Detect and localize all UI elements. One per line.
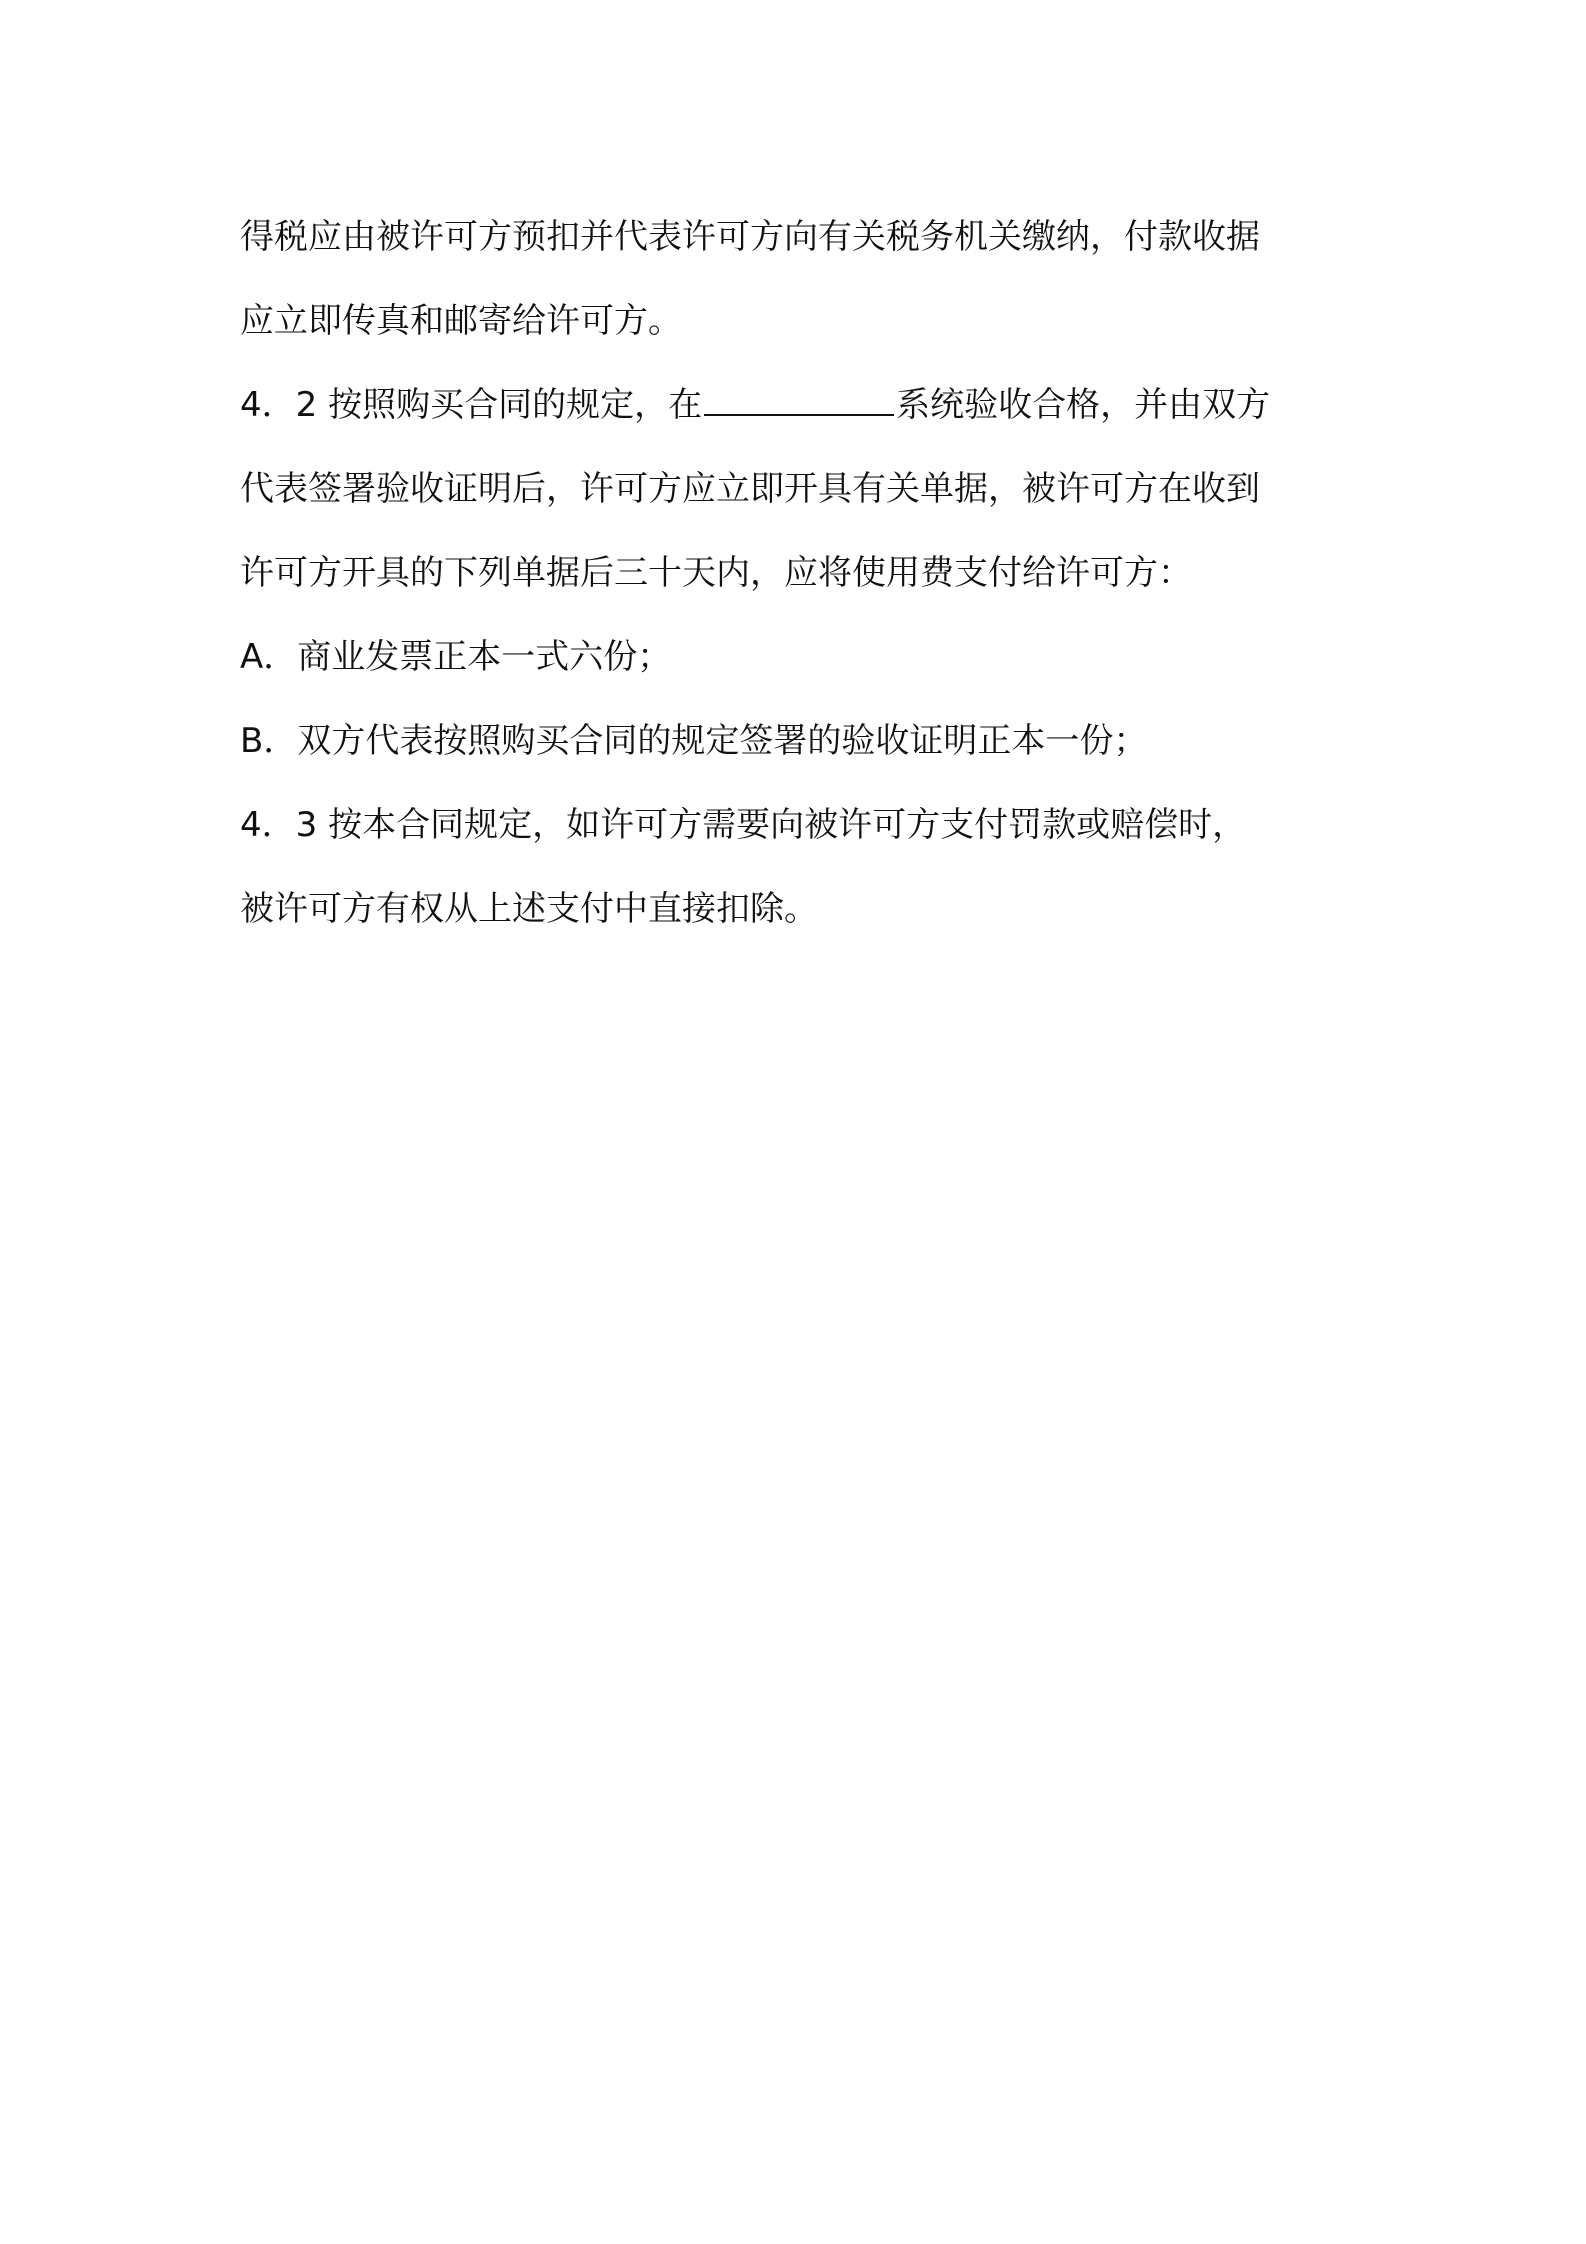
text-line-4: 代表签署验收证明后，许可方应立即开具有关单据，被许可方在收到 — [240, 469, 1260, 509]
text-line-clause-4-3: 4．3 按本合同规定，如许可方需要向被许可方支付罚款或赔偿时， — [240, 805, 1247, 845]
document-body — [240, 195, 1360, 951]
text-line-9: 被许可方有权从上述支付中直接扣除。 — [240, 889, 818, 929]
text-line-3-clause-4-2 — [240, 363, 1360, 447]
list-item-a: A．商业发票正本一式六份； — [240, 637, 672, 677]
text-line-2: 应立即传真和邮寄给许可方。 — [240, 301, 682, 341]
list-item-b: B．双方代表按照购买合同的规定签署的验收证明正本一份； — [240, 721, 1148, 761]
text-line-5: 许可方开具的下列单据后三十天内，应将使用费支付给许可方： — [240, 553, 1192, 593]
fill-in-blank-system — [704, 384, 894, 416]
text-line-1: 得税应由被许可方预扣并代表许可方向有关税务机关缴纳，付款收据 — [240, 217, 1260, 257]
clause-4-2-text-before-blank: 4．2 按照购买合同的规定，在 — [240, 385, 703, 425]
clause-4-2-text-after-blank: 系统验收合格，并由双方 — [896, 385, 1271, 425]
